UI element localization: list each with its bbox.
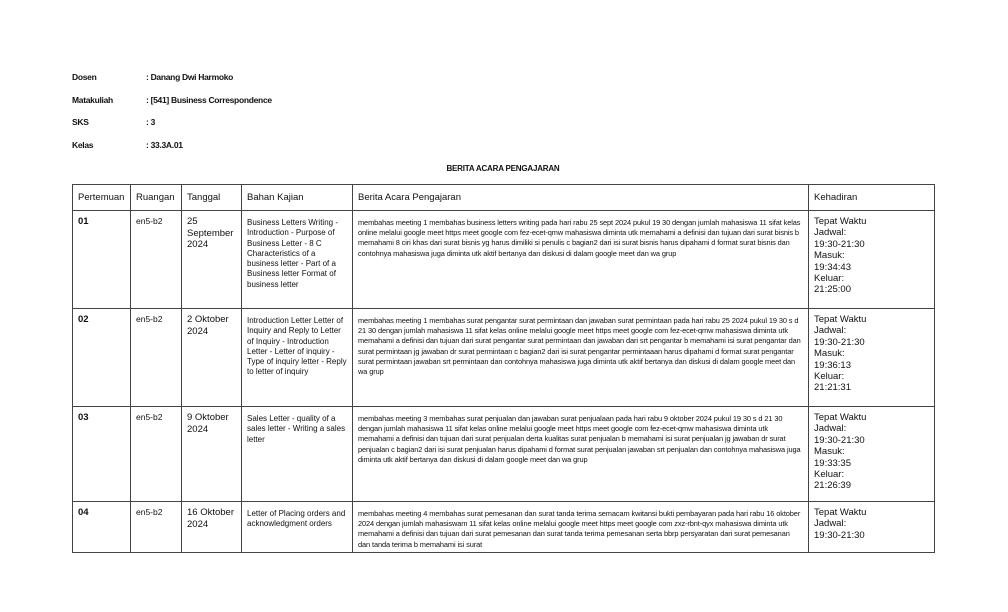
schedule-label: Jadwal: <box>814 227 847 239</box>
check-in-time: 19:36:13 <box>814 359 851 371</box>
room-cell: en5-b2 <box>131 211 182 309</box>
topic-cell: Business Letters Writing - Introduction - Purpose of Business Letter - 8 C Characteristics of a business letter - Part of a Business letter Format of business letter <box>242 211 353 309</box>
col-header-topic: Bahan Kajian <box>242 185 353 211</box>
attendance-status: Tepat Waktu <box>814 412 867 423</box>
check-in-label: Masuk: <box>814 348 845 360</box>
attendance-status: Tepat Waktu <box>814 507 867 518</box>
table-header-row <box>73 185 935 211</box>
check-in-time: 19:33:35 <box>814 457 851 469</box>
col-header-date: Tanggal <box>182 185 242 211</box>
schedule-time: 19:30-21:30 <box>814 238 865 250</box>
lecturer-value: : Danang Dwi Harmoko <box>146 72 234 82</box>
course-value: : [541] Business Correspondence <box>146 94 272 105</box>
check-out-time: 21:25:00 <box>814 284 851 296</box>
report-cell: membahas meeting 1 membahas surat pengantar surat permintaan dan jawaban surat permintaan pada hari rabu 25 2024 pukul 19 30 s d 21 30 dengan jumlah mahasiswa 11 sifat kelas online melalui google meet https meet google com fez-ecet-qmw mahasiswa diminta utk memahami a definisi dan tujuan dari surat pengantar surat permintaan dan jawaban dari srt pengantar b memahami isi surat pengantar dan surat permintaan jg jawaban dr surat permintaan c bagian2 dari isi surat pengantar permintaaan harus dipahami d format surat pengantar surat permintaan jawaban srt permintaan dan contohnya mahasiswa juga diminta utk aktif bertanya dan diskusi di dalam google meet dan wa grup <box>353 309 809 407</box>
teaching-report-table <box>72 184 935 553</box>
report-cell: membahas meeting 1 membahas business letters writing pada hari rabu 25 sept 2024 pukul 19 30 dengan jumlah mahasiswa 11 sifat kelas online melalui google meet https meet google com fez-ecet-qmw mahasiswa diminta utk memahami a definisi dan tujuan dari surat bisnis b memahami 8 ciri khas dari surat bisnis yg harus dimiliki si penulis c bagian2 dari isi surat bisnis harus dipahami d format surat bisnis dan contohnya mahasiswa juga diminta utk aktif bertanya dan diskusi di dalam google meet dan wa grup <box>353 211 809 309</box>
attendance-status: Tepat Waktu <box>814 314 867 325</box>
schedule-label: Jadwal: <box>814 423 847 435</box>
topic-cell: Introduction Letter Letter of Inquiry and Reply to Letter of Inquiry - Introduction Letter - Letter of inquiry - Type of inquiry letter - Reply to letter of inquiry <box>242 309 353 407</box>
meeting-number: 03 <box>73 407 131 502</box>
credits-value: : 3 <box>146 117 156 127</box>
check-in-label: Masuk: <box>814 446 845 458</box>
check-in-label: Masuk: <box>814 250 845 262</box>
room-cell: en5-b2 <box>131 407 182 502</box>
meeting-number: 04 <box>73 502 131 553</box>
check-out-time: 21:21:31 <box>814 382 851 394</box>
schedule-label: Jadwal: <box>814 325 847 337</box>
date-cell: 25 September 2024 <box>182 211 242 309</box>
table-row <box>73 309 935 407</box>
check-out-label: Keluar: <box>814 469 845 481</box>
attendance-cell <box>809 309 935 407</box>
check-out-time: 21:26:39 <box>814 480 851 492</box>
schedule-time: 19:30-21:30 <box>814 529 865 541</box>
credits-label: SKS <box>72 117 89 127</box>
date-cell: 9 Oktober 2024 <box>182 407 242 502</box>
table-row <box>73 502 935 553</box>
table-row <box>73 407 935 502</box>
topic-cell: Sales Letter - quality of a sales letter - Writing a sales letter <box>242 407 353 502</box>
report-cell: membahas meeting 3 membahas surat penjualan dan jawaban surat penjualaan pada hari rabu 9 oktober 2024 pukul 19 30 s d 21 30 dengan jumlah mahasiswa 11 sifat kelas online melalui google meet https meet google com fez-ecet-qmw mahasiswa diminta utk memahami a definisi dan tujuan dari surat penjualan derta kualitas surat penjualan b memahami isi surat penjualan jg jawaban dr surat penjualan c bagian2 dari isi surat penjualan harus dipahami d format surat penjualan jawaban srt penjualan dan contohnya mahasiswa juga diminta utk aktif bertanya dan diskusi di dalam google meet dan wa grup <box>353 407 809 502</box>
meeting-number: 01 <box>73 211 131 309</box>
meeting-number: 02 <box>73 309 131 407</box>
check-out-label: Keluar: <box>814 273 845 285</box>
class-label: Kelas <box>72 139 94 150</box>
table-row <box>73 211 935 309</box>
room-cell: en5-b2 <box>131 502 182 553</box>
date-cell: 16 Oktober 2024 <box>182 502 242 553</box>
schedule-time: 19:30-21:30 <box>814 434 865 446</box>
schedule-time: 19:30-21:30 <box>814 336 865 348</box>
check-in-time: 19:34:43 <box>814 261 851 273</box>
check-out-label: Keluar: <box>814 371 845 383</box>
col-header-meeting: Pertemuan <box>73 185 131 211</box>
attendance-cell <box>809 211 935 309</box>
attendance-cell <box>809 407 935 502</box>
col-header-attendance: Kehadiran <box>809 185 935 211</box>
course-label: Matakuliah <box>72 94 113 105</box>
lecturer-label: Dosen <box>72 72 97 82</box>
report-cell: membahas meeting 4 membahas surat pemesanan dan surat tanda terima semacam kwitansi bukti pembayaran pada hari rabu 16 oktober 2024 dengan jumlah mahasiswam 11 sifat kelas online melalui google meet https meet google com zxz-rbnt-qyx mahasiswa diminta utk memahami a definisi dan tujuan dari surat pemesanan dan surat tanda terima pemesanan serta bbrp persyaratan dari surat pemesanan dan tanda terima b memahami isi surat <box>353 502 809 553</box>
schedule-label: Jadwal: <box>814 518 847 530</box>
topic-cell: Letter of Placing orders and acknowledgment orders <box>242 502 353 553</box>
col-header-report: Berita Acara Pengajaran <box>353 185 809 211</box>
attendance-cell <box>809 502 935 553</box>
room-cell: en5-b2 <box>131 309 182 407</box>
col-header-room: Ruangan <box>131 185 182 211</box>
date-cell: 2 Oktober 2024 <box>182 309 242 407</box>
document-title: BERITA ACARA PENGAJARAN <box>446 164 560 173</box>
attendance-status: Tepat Waktu <box>814 216 867 227</box>
class-value: : 33.3A.01 <box>146 139 183 150</box>
